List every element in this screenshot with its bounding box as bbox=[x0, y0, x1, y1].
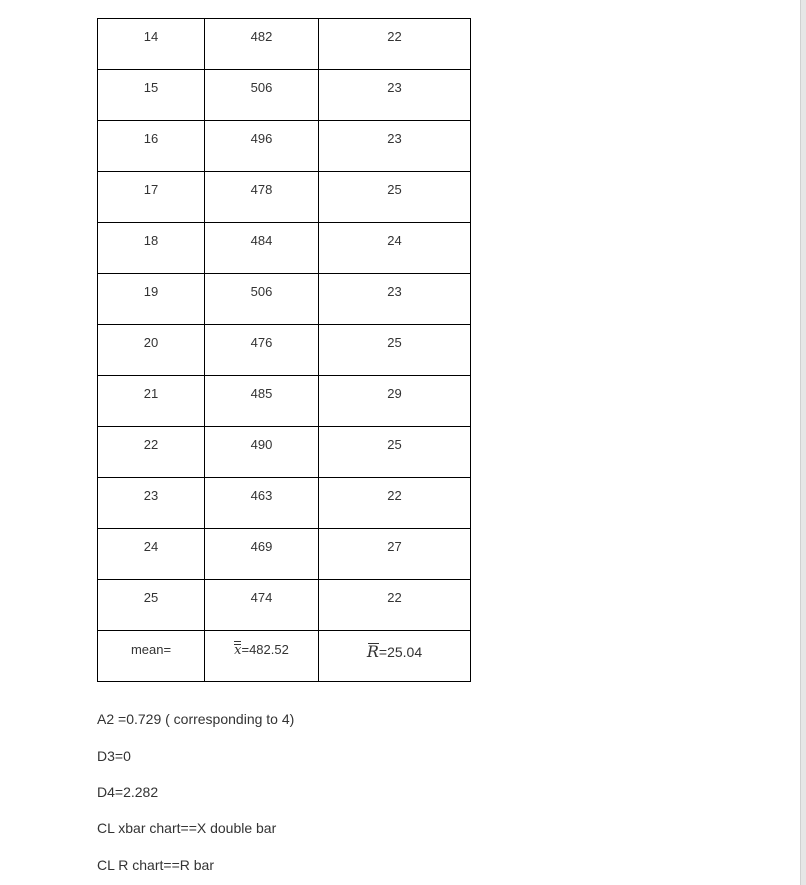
xbar-cell-value: 490 bbox=[250, 437, 273, 452]
note-cl-xbar: CL xbar chart==X double bar bbox=[97, 820, 277, 836]
xbarbar-symbol: x bbox=[234, 643, 242, 658]
sample-cell-value: 22 bbox=[143, 437, 159, 452]
sample-cell-value: 21 bbox=[143, 386, 159, 401]
range-cell bbox=[319, 580, 471, 631]
sample-cell bbox=[98, 121, 205, 172]
range-cell bbox=[319, 478, 471, 529]
range-cell bbox=[319, 172, 471, 223]
sample-cell-value: 24 bbox=[143, 539, 159, 554]
sample-cell-value: 25 bbox=[143, 590, 159, 605]
table-row bbox=[98, 223, 471, 274]
mean-label: mean= bbox=[130, 642, 172, 657]
table-row bbox=[98, 580, 471, 631]
range-cell bbox=[319, 70, 471, 121]
sample-cell-value: 15 bbox=[143, 80, 159, 95]
sample-cell bbox=[98, 19, 205, 70]
xbar-cell-value: 463 bbox=[250, 488, 273, 503]
xbar-cell-value: 476 bbox=[250, 335, 273, 350]
note-cl-r: CL R chart==R bar bbox=[97, 857, 214, 873]
note-a2: A2 =0.729 ( corresponding to 4) bbox=[97, 711, 295, 727]
note-d3: D3=0 bbox=[97, 748, 131, 764]
table-body bbox=[98, 19, 471, 631]
sample-cell-value: 23 bbox=[143, 488, 159, 503]
xbar-cell-value: 478 bbox=[250, 182, 273, 197]
xbar-cell bbox=[205, 529, 319, 580]
rbar-value: =25.04 bbox=[378, 644, 423, 660]
range-cell-value: 25 bbox=[387, 437, 402, 452]
sample-cell bbox=[98, 376, 205, 427]
table-row bbox=[98, 325, 471, 376]
range-cell-value: 22 bbox=[387, 488, 402, 503]
sample-cell-value: 17 bbox=[143, 182, 159, 197]
xbar-cell-value: 485 bbox=[250, 386, 273, 401]
xbar-cell bbox=[205, 580, 319, 631]
sample-data-table bbox=[97, 18, 471, 682]
sample-cell-value: 16 bbox=[143, 131, 159, 146]
sample-cell bbox=[98, 172, 205, 223]
xbar-cell-value: 484 bbox=[250, 233, 273, 248]
xbar-cell-value: 474 bbox=[250, 590, 273, 605]
note-d4: D4=2.282 bbox=[97, 784, 159, 800]
table-row bbox=[98, 19, 471, 70]
range-cell-value: 22 bbox=[387, 590, 402, 605]
xbarbar-value: =482.52 bbox=[241, 642, 289, 657]
range-cell-value: 29 bbox=[387, 386, 402, 401]
table-row bbox=[98, 121, 471, 172]
sample-cell bbox=[98, 274, 205, 325]
xbar-cell bbox=[205, 478, 319, 529]
xbar-cell-value: 496 bbox=[250, 131, 273, 146]
xbar-cell bbox=[205, 172, 319, 223]
range-cell bbox=[319, 325, 471, 376]
rbar-symbol: R bbox=[366, 642, 379, 661]
sample-cell bbox=[98, 223, 205, 274]
sample-cell bbox=[98, 427, 205, 478]
table-row bbox=[98, 529, 471, 580]
xbar-cell-value: 506 bbox=[250, 80, 273, 95]
xbar-cell bbox=[205, 121, 319, 172]
sample-cell bbox=[98, 478, 205, 529]
range-cell bbox=[319, 19, 471, 70]
sample-cell bbox=[98, 325, 205, 376]
mean-row bbox=[98, 631, 471, 682]
xbar-cell-value: 506 bbox=[250, 284, 273, 299]
xbar-cell bbox=[205, 70, 319, 121]
sample-cell bbox=[98, 580, 205, 631]
rbar-text bbox=[319, 631, 470, 661]
table-row bbox=[98, 376, 471, 427]
range-cell-value: 25 bbox=[387, 335, 402, 350]
table-row bbox=[98, 172, 471, 223]
range-cell bbox=[319, 223, 471, 274]
range-cell bbox=[319, 427, 471, 478]
rbar-cell bbox=[319, 631, 471, 682]
range-cell-value: 24 bbox=[387, 233, 402, 248]
range-cell-value: 27 bbox=[387, 539, 402, 554]
sample-cell bbox=[98, 529, 205, 580]
mean-label-cell bbox=[98, 631, 205, 682]
xbarbar-text bbox=[205, 631, 318, 658]
table-row bbox=[98, 427, 471, 478]
range-cell bbox=[319, 529, 471, 580]
xbar-cell bbox=[205, 427, 319, 478]
page-edge bbox=[801, 0, 806, 885]
sample-cell-value: 19 bbox=[143, 284, 159, 299]
sample-cell-value: 18 bbox=[143, 233, 159, 248]
range-cell-value: 23 bbox=[387, 80, 402, 95]
xbar-cell bbox=[205, 223, 319, 274]
xbar-cell bbox=[205, 274, 319, 325]
xbar-cell bbox=[205, 376, 319, 427]
table-row bbox=[98, 70, 471, 121]
range-cell-value: 23 bbox=[387, 284, 402, 299]
sample-cell-value: 20 bbox=[143, 335, 159, 350]
table-footer bbox=[98, 631, 471, 682]
sample-cell bbox=[98, 70, 205, 121]
range-cell-value: 22 bbox=[387, 29, 402, 44]
xbar-cell bbox=[205, 325, 319, 376]
xbar-cell-value: 469 bbox=[250, 539, 273, 554]
range-cell bbox=[319, 376, 471, 427]
sample-cell-value: 14 bbox=[143, 29, 159, 44]
range-cell-value: 23 bbox=[387, 131, 402, 146]
range-cell bbox=[319, 121, 471, 172]
xbar-cell bbox=[205, 19, 319, 70]
range-cell bbox=[319, 274, 471, 325]
xbarbar-cell bbox=[205, 631, 319, 682]
range-cell-value: 25 bbox=[387, 182, 402, 197]
xbar-cell-value: 482 bbox=[250, 29, 273, 44]
table-row bbox=[98, 478, 471, 529]
table-row bbox=[98, 274, 471, 325]
